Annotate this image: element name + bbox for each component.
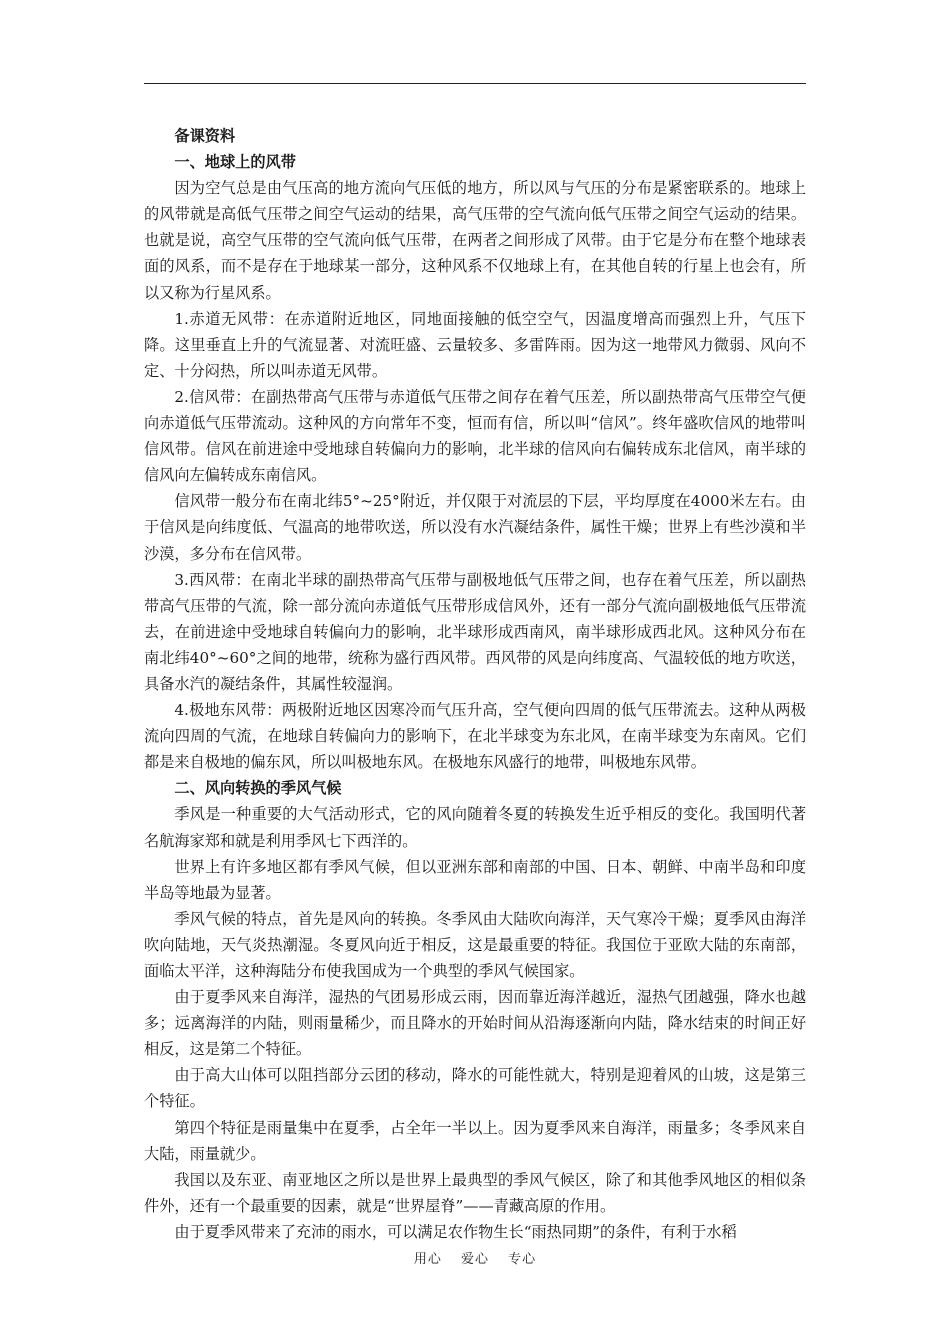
section-title-monsoon: 二、风向转换的季风气候 [174,779,342,798]
doc-heading: 备课资料 [174,127,236,145]
paragraph: 季风气候的特点，首先是风向的转换。冬季风由大陆吹向海洋，天气寒冷干燥；夏季风由海洋吹向陆地，天气炎热潮湿。冬夏风向近于相反，这是最重要的特征。我国位于亚欧大陆的东南部，面临太平洋，这种海陆分布使我国成为一个典型的季风气候国家。 [144,909,806,980]
section-title-wind-belts: 一、地球上的风带 [174,153,296,172]
paragraph: 我国以及东亚、南亚地区之所以是世界上最典型的季风气候区，除了和其他季风地区的相似条件外，还有一个最重要的因素，就是“世界屋脊”——青藏高原的作用。 [144,1170,806,1215]
paragraph: 世界上有许多地区都有季风气候，但以亚洲东部和南部的中国、日本、朝鲜、中南半岛和印度半岛等地最为显著。 [144,857,806,902]
paragraph: 由于夏季风带来了充沛的雨水，可以满足农作物生长“雨热同期”的条件，有利于水稻 [174,1222,737,1241]
paragraph: 2.信风带：在副热带高气压带与赤道低气压带之间存在着气压差，所以副热带高气压带空气便向赤道低气压带流动。这种风的方向常年不变，恒而有信，所以叫“信风”。终年盛吹信风的地带叫信风带。信风在前进途中受地球自转偏向力的影响，北半球的信风向右偏转成东北信风，南半球的信风向左偏转成东南信风。 [144,387,806,485]
header-rule [144,83,806,84]
paragraph: 第四个特征是雨量集中在夏季，占全年一半以上。因为夏季风来自海洋，雨量多；冬季风来自大陆，雨量就少。 [144,1118,806,1163]
document-body [144,123,806,1245]
paragraph: 信风带一般分布在南北纬5°~25°附近，并仅限于对流层的下层，平均厚度在4000米左右。由于信风是向纬度低、气温高的地带吹送，所以没有水汽凝结条件，属性干燥；世界上有些沙漠和半沙漠，多分布在信风带。 [144,492,806,563]
paragraph: 季风是一种重要的大气活动形式，它的风向随着冬夏的转换发生近乎相反的变化。我国明代著名航海家郑和就是利用季风七下西洋的。 [144,805,806,850]
paragraph: 4.极地东风带：两极附近地区因寒冷而气压升高，空气便向四周的低气压带流去。这种从两极流向四周的气流，在地球自转偏向力的影响下，在北半球变为东北风，在南半球变为东南风。它们都是来自极地的偏东风，所以叫极地东风。在极地东风盛行的地带，叫极地东风带。 [144,701,806,772]
paragraph: 由于夏季风来自海洋，湿热的气团易形成云雨，因而靠近海洋越近，湿热气团越强，降水也越多；远离海洋的内陆，则雨量稀少，而且降水的开始时间从沿海逐渐向内陆，降水结束的时间正好相反，这是第二个特征。 [144,988,806,1059]
paragraph: 由于高大山体可以阻挡部分云团的移动，降水的可能性就大，特别是迎着风的山坡，这是第三个特征。 [144,1066,806,1111]
paragraph: 3.西风带：在南北半球的副热带高气压带与副极地低气压带之间，也存在着气压差，所以副热带高气压带的气流，除一部分流向赤道低气压带形成信风外，还有一部分气流向副极地低气压带流去，在前进途中受地球自转偏向力的影响，北半球形成西南风，南半球形成西北风。这种风分布在南北纬40°~60°之间的地带，统称为盛行西风带。西风带的风是向纬度高、气温较低的地方吹送，具备水汽的凝结条件，其属性较湿润。 [144,570,806,693]
paragraph: 因为空气总是由气压高的地方流向气压低的地方，所以风与气压的分布是紧密联系的。地球上的风带就是高低气压带之间空气运动的结果，高气压带的空气流向低气压带之间空气运动的结果。也就是说，高空气压带的空气流向低气压带，在两者之间形成了风带。由于它是分布在整个地球表面的风系，而不是存在于地球某一部分，这种风系不仅地球上有，在其他自转的行星上也会有，所以又称为行星风系。 [144,179,806,302]
page-footer: 用心 爱心 专心 [413,1252,537,1267]
paragraph: 1.赤道无风带：在赤道附近地区，同地面接触的低空空气，因温度增高而强烈上升，气压下降。这里垂直上升的气流显著、对流旺盛、云量较多、多雷阵雨。因为这一地带风力微弱、风向不定、十分闷热，所以叫赤道无风带。 [144,309,806,380]
